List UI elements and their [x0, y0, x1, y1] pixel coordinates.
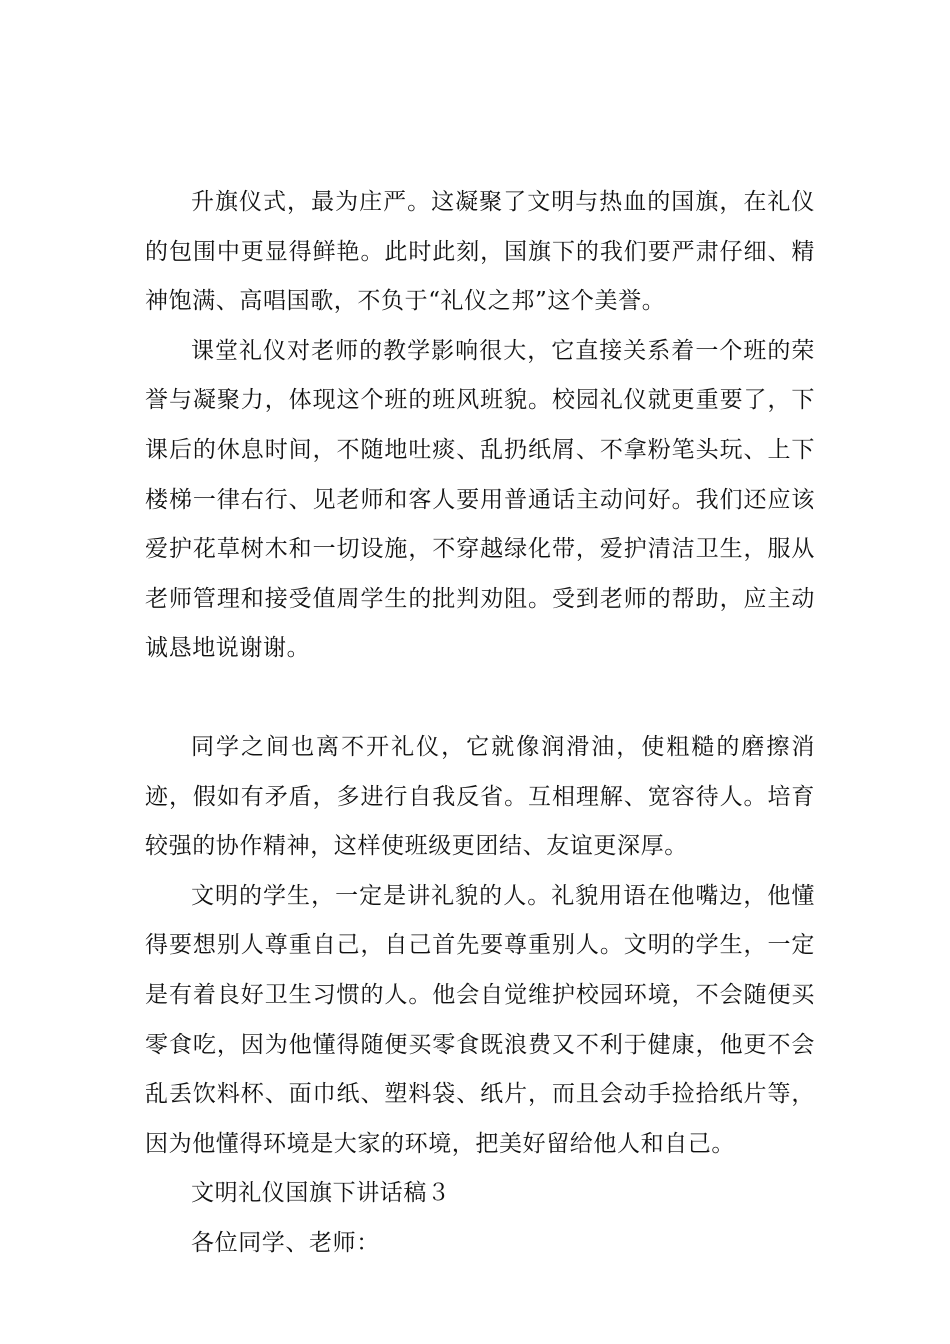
paragraph-classroom-etiquette: 课堂礼仪对老师的教学影响很大，它直接关系着一个班的荣誉与凝聚力，体现这个班的班风班貌。校园礼仪就更重要了，下课后的休息时间，不随地吐痰、乱扔纸屑、不拿粉笔头玩、上下楼梯一律右行、见老师和客人要用普通话主动问好。我们还应该爱护花草树木和一切设施，不穿越绿化带，爱护清洁卫生，服从老师管理和接受值周学生的批判劝阻。受到老师的帮助，应主动诚恳地说谢谢。 [145, 337, 815, 662]
salutation: 各位同学、老师： [191, 1229, 380, 1256]
paragraph-civilized-student: 文明的学生，一定是讲礼貌的人。礼貌用语在他嘴边，他懂得要想别人尊重自己，自己首先要尊重别人。文明的学生，一定是有着良好卫生习惯的人。他会自觉维护校园环境，不会随便买零食吃，因为他懂得随便买零食既浪费又不利于健康，他更不会乱丢饮料杯、面巾纸、塑料袋、纸片，而且会动手捡拾纸片等，因为他懂得环境是大家的环境，把美好留给他人和自己。 [145, 882, 815, 1157]
section-title: 文明礼仪国旗下讲话稿３ [191, 1180, 451, 1207]
paragraph-classmates-etiquette: 同学之间也离不开礼仪，它就像润滑油，使粗糙的磨擦消迹，假如有矛盾，多进行自我反省。互相理解、宽容待人。培育较强的协作精神，这样使班级更团结、友谊更深厚。 [145, 733, 815, 860]
document-page [145, 178, 815, 1268]
paragraph-spacer [145, 674, 815, 723]
paragraph-flag-ceremony: 升旗仪式，最为庄严。这凝聚了文明与热血的国旗，在礼仪的包围中更显得鲜艳。此时此刻，国旗下的我们要严肃仔细、精神饱满、高唱国歌，不负于“礼仪之邦”这个美誉。 [145, 189, 815, 315]
